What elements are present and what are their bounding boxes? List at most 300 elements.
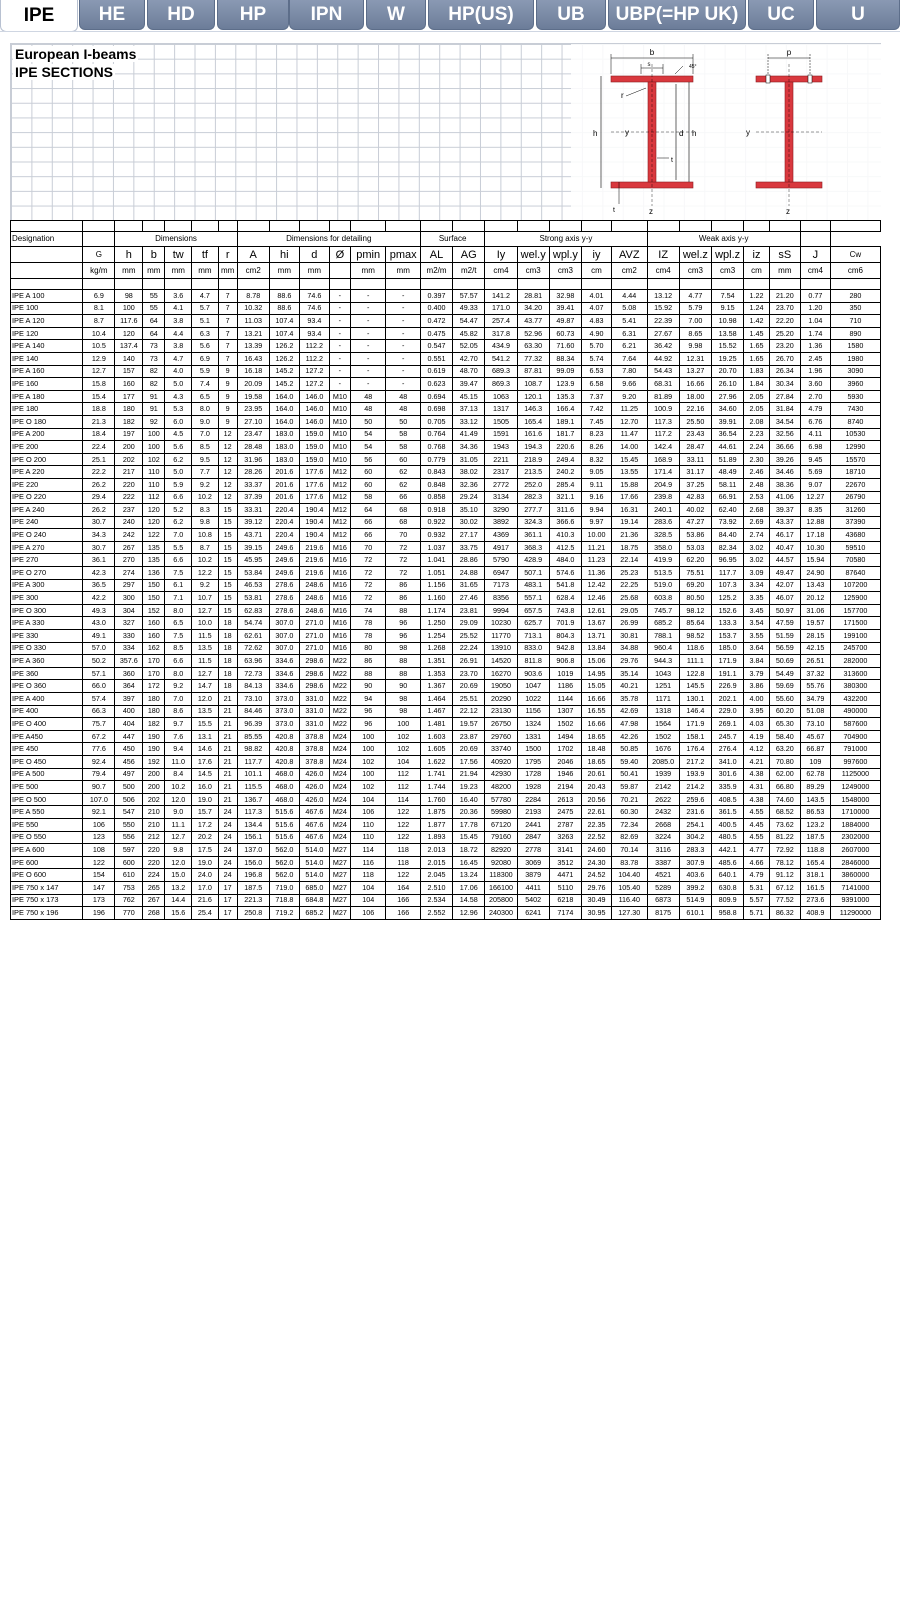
value-cell: 122 — [143, 529, 165, 542]
value-cell: 52.05 — [453, 340, 485, 353]
designation-cell: IPE O 360 — [11, 680, 83, 693]
tab-ipe[interactable]: IPE — [0, 0, 78, 32]
section-diagrams — [571, 44, 882, 221]
value-cell: 4.11 — [800, 428, 830, 441]
value-cell: 100 — [350, 730, 386, 743]
value-cell: 36.54 — [712, 428, 744, 441]
value-cell: 13.58 — [712, 327, 744, 340]
value-cell: 107200 — [830, 579, 880, 592]
table-row — [11, 818, 881, 831]
table-row — [11, 768, 881, 781]
value-cell: 43.71 — [237, 529, 269, 542]
value-cell: 13.71 — [582, 630, 612, 643]
value-cell: 18.8 — [83, 403, 115, 416]
column-symbol-header: wpl.y — [549, 247, 581, 263]
value-cell: 72 — [386, 554, 420, 567]
value-cell: 118300 — [485, 869, 517, 882]
value-cell: 45.15 — [453, 390, 485, 403]
value-cell: 23.20 — [769, 340, 800, 353]
value-cell: M10 — [329, 403, 350, 416]
value-cell: 22670 — [830, 478, 880, 491]
value-cell: 6.5 — [192, 390, 219, 403]
value-cell: - — [386, 290, 420, 303]
value-cell: 40.47 — [769, 541, 800, 554]
value-cell: 165.4 — [517, 415, 549, 428]
value-cell: 1.605 — [420, 743, 452, 756]
designation-cell: IPE 200 — [11, 441, 83, 454]
value-cell: M16 — [329, 604, 350, 617]
value-cell: 108 — [83, 844, 115, 857]
value-cell: 1317 — [485, 403, 517, 416]
value-cell: 8175 — [647, 907, 679, 920]
designation-cell: IPE A 360 — [11, 655, 83, 668]
value-cell: 15 — [218, 567, 237, 580]
value-cell: 0.848 — [420, 478, 452, 491]
value-cell: 704900 — [830, 730, 880, 743]
value-cell: 282.3 — [517, 491, 549, 504]
value-cell: 212 — [143, 831, 165, 844]
value-cell: 26750 — [485, 718, 517, 731]
value-cell: 135.3 — [549, 390, 581, 403]
value-cell: 43.77 — [517, 315, 549, 328]
value-cell: 8.0 — [165, 667, 192, 680]
value-cell: 157700 — [830, 604, 880, 617]
column-unit-header: mm — [115, 263, 143, 279]
value-cell: 146.4 — [679, 705, 711, 718]
table-row — [11, 730, 881, 743]
value-cell: - — [386, 340, 420, 353]
value-cell: 5.5 — [165, 541, 192, 554]
value-cell: 28.15 — [800, 630, 830, 643]
value-cell: 12.61 — [582, 604, 612, 617]
value-cell: 0.619 — [420, 365, 452, 378]
value-cell: 42.15 — [800, 642, 830, 655]
value-cell: 117.7 — [237, 755, 269, 768]
designation-cell: IPE 750 x 173 — [11, 894, 83, 907]
value-cell: 30.7 — [83, 516, 115, 529]
value-cell: M24 — [329, 730, 350, 743]
value-cell: 27.17 — [453, 529, 485, 542]
value-cell: 0.764 — [420, 428, 452, 441]
value-cell: 64 — [350, 504, 386, 517]
value-cell: 204.9 — [647, 478, 679, 491]
value-cell: 419.9 — [647, 554, 679, 567]
value-cell: - — [350, 352, 386, 365]
label-ss: s — [647, 62, 651, 68]
value-cell: 50.2 — [83, 655, 115, 668]
value-cell: 28.26 — [237, 466, 269, 479]
value-cell: 770 — [115, 907, 143, 920]
value-cell: 1.351 — [420, 655, 452, 668]
table-row — [11, 554, 881, 567]
value-cell: 719.2 — [269, 907, 299, 920]
value-cell: 15 — [218, 504, 237, 517]
value-cell: 51.89 — [712, 453, 744, 466]
value-cell: 1502 — [549, 718, 581, 731]
column-symbol-header: G — [83, 247, 115, 263]
value-cell: 94 — [350, 693, 386, 706]
value-cell: 26.99 — [612, 617, 648, 630]
value-cell: 31.65 — [453, 579, 485, 592]
value-cell: 88 — [386, 667, 420, 680]
value-cell: 689.3 — [485, 365, 517, 378]
tab-uc[interactable]: UC — [748, 0, 814, 30]
value-cell: 98 — [115, 290, 143, 303]
value-cell: 11.1 — [165, 818, 192, 831]
value-cell: 3387 — [647, 856, 679, 869]
value-cell: 32.56 — [769, 428, 800, 441]
value-cell: 58.11 — [712, 478, 744, 491]
value-cell: 278.6 — [269, 579, 299, 592]
value-cell: 106 — [83, 818, 115, 831]
value-cell: 173 — [83, 894, 115, 907]
value-cell: 515.6 — [269, 818, 299, 831]
value-cell: 6.1 — [165, 579, 192, 592]
value-cell: 117.2 — [647, 428, 679, 441]
value-cell: 4.5 — [165, 428, 192, 441]
tab-hp-us[interactable]: HP(US) — [428, 0, 534, 30]
value-cell: 190 — [143, 743, 165, 756]
value-cell: 21 — [218, 793, 237, 806]
table-row — [11, 755, 881, 768]
column-unit-header: cm3 — [549, 263, 581, 279]
value-cell: 15.05 — [582, 680, 612, 693]
value-cell: 22.12 — [453, 705, 485, 718]
value-cell: 640.1 — [712, 869, 744, 882]
value-cell: 5.9 — [192, 365, 219, 378]
designation-cell: IPE A450 — [11, 730, 83, 743]
value-cell: 180 — [143, 693, 165, 706]
value-cell: 12990 — [830, 441, 880, 454]
value-cell: 9.11 — [582, 478, 612, 491]
value-cell: 73.10 — [237, 693, 269, 706]
value-cell: 182 — [143, 718, 165, 731]
value-cell: 78.12 — [769, 856, 800, 869]
column-group-header: Designation — [11, 232, 83, 247]
value-cell: 628.4 — [549, 592, 581, 605]
value-cell: 8.6 — [165, 705, 192, 718]
value-cell: 3860000 — [830, 869, 880, 882]
designation-cell: IPE 300 — [11, 592, 83, 605]
value-cell: M24 — [329, 818, 350, 831]
value-cell: 13.21 — [237, 327, 269, 340]
value-cell: 944.3 — [647, 655, 679, 668]
value-cell: 1.24 — [744, 302, 770, 315]
column-group-header: Surface — [420, 232, 484, 247]
value-cell: 15 — [218, 541, 237, 554]
value-cell: - — [350, 302, 386, 315]
value-cell: 6.58 — [582, 378, 612, 391]
value-cell: 150 — [143, 579, 165, 592]
value-cell: 4471 — [549, 869, 581, 882]
value-cell: 21 — [218, 730, 237, 743]
tab-hp[interactable]: HP — [217, 0, 289, 30]
column-unit-header: mm — [386, 263, 420, 279]
value-cell: 5.08 — [612, 302, 648, 315]
tab-hd[interactable]: HD — [147, 0, 215, 30]
value-cell: 3.6 — [165, 290, 192, 303]
value-cell: - — [329, 302, 350, 315]
column-symbol-header: A — [237, 247, 269, 263]
value-cell: 17.56 — [453, 755, 485, 768]
value-cell: 2622 — [647, 793, 679, 806]
value-cell: 24.60 — [582, 844, 612, 857]
value-cell: 201.6 — [269, 466, 299, 479]
value-cell: 12.7 — [192, 667, 219, 680]
value-cell: 19.14 — [612, 516, 648, 529]
value-cell: 958.8 — [712, 907, 744, 920]
value-cell: 2284 — [517, 793, 549, 806]
value-cell: 7 — [218, 315, 237, 328]
value-cell: 12.42 — [582, 579, 612, 592]
column-unit-header: cm — [744, 263, 770, 279]
value-cell: 12 — [218, 478, 237, 491]
designation-cell: IPE A 140 — [11, 340, 83, 353]
value-cell: 9.16 — [582, 491, 612, 504]
value-cell: 17.78 — [453, 818, 485, 831]
value-cell: 3.86 — [744, 680, 770, 693]
value-cell: 34.79 — [800, 693, 830, 706]
value-cell: 719.0 — [269, 881, 299, 894]
column-unit-header: mm — [218, 263, 237, 279]
table-blank-row — [11, 221, 881, 232]
value-cell: 20.2 — [192, 831, 219, 844]
value-cell: 22.16 — [679, 403, 711, 416]
value-cell: 34.36 — [453, 441, 485, 454]
value-cell: 1928 — [517, 781, 549, 794]
value-cell: 285.4 — [549, 478, 581, 491]
value-cell: 13.27 — [679, 365, 711, 378]
value-cell: 220 — [115, 478, 143, 491]
value-cell: 19.23 — [453, 781, 485, 794]
value-cell: 12.7 — [192, 604, 219, 617]
value-cell: 12 — [218, 441, 237, 454]
value-cell: 56.59 — [769, 642, 800, 655]
value-cell: 788.1 — [647, 630, 679, 643]
value-cell: 33.37 — [237, 478, 269, 491]
value-cell: 171.4 — [647, 466, 679, 479]
value-cell: 123 — [83, 831, 115, 844]
value-cell: 31.96 — [237, 453, 269, 466]
value-cell: 2.23 — [744, 428, 770, 441]
value-cell: 14520 — [485, 655, 517, 668]
value-cell: 55 — [143, 302, 165, 315]
value-cell: 66.91 — [712, 491, 744, 504]
designation-cell: IPE O 270 — [11, 567, 83, 580]
value-cell: 182 — [115, 415, 143, 428]
value-cell: 26.2 — [83, 504, 115, 517]
value-cell: 171500 — [830, 617, 880, 630]
value-cell: 22.2 — [83, 466, 115, 479]
value-cell: 54 — [350, 428, 386, 441]
value-cell: 1943 — [485, 441, 517, 454]
value-cell: 3.8 — [165, 315, 192, 328]
value-cell: 318.1 — [800, 869, 830, 882]
column-symbol-header: h — [115, 247, 143, 263]
value-cell: 86 — [350, 655, 386, 668]
designation-cell: IPE 600 — [11, 856, 83, 869]
value-cell: 183.0 — [269, 453, 299, 466]
value-cell: 88.6 — [269, 302, 299, 315]
value-cell: 335.9 — [712, 781, 744, 794]
value-cell: 136.7 — [237, 793, 269, 806]
value-cell: 14.95 — [582, 667, 612, 680]
column-symbol-header: sS — [769, 247, 800, 263]
column-unit-header: mm — [143, 263, 165, 279]
table-row — [11, 604, 881, 617]
value-cell: 5.31 — [744, 881, 770, 894]
value-cell: 12.0 — [165, 856, 192, 869]
value-cell: 10.30 — [800, 541, 830, 554]
value-cell: 48 — [386, 390, 420, 403]
designation-cell: IPE 270 — [11, 554, 83, 567]
value-cell: 180 — [115, 403, 143, 416]
value-cell: 90 — [386, 680, 420, 693]
designation-cell: IPE A 180 — [11, 390, 83, 403]
value-cell: - — [386, 378, 420, 391]
value-cell: 50.97 — [769, 604, 800, 617]
value-cell: 136 — [143, 567, 165, 580]
value-cell: 0.551 — [420, 352, 452, 365]
value-cell: 321.1 — [549, 491, 581, 504]
value-cell: 1.96 — [800, 365, 830, 378]
value-cell: 224 — [143, 869, 165, 882]
value-cell: 26.2 — [83, 478, 115, 491]
column-symbol-header: Cw — [830, 247, 880, 263]
value-cell: 5.0 — [165, 466, 192, 479]
designation-cell: IPE 160 — [11, 378, 83, 391]
value-cell: 20.12 — [800, 592, 830, 605]
value-cell: 1.268 — [420, 642, 452, 655]
value-cell: 26.51 — [800, 655, 830, 668]
value-cell: 45.82 — [453, 327, 485, 340]
value-cell: 3.45 — [744, 604, 770, 617]
value-cell: 77.52 — [769, 894, 800, 907]
value-cell: 942.8 — [549, 642, 581, 655]
value-cell: 327 — [115, 617, 143, 630]
table-unit-header-row — [11, 263, 881, 279]
value-cell: 20290 — [485, 693, 517, 706]
value-cell: 268 — [143, 907, 165, 920]
value-cell: 4.1 — [165, 302, 192, 315]
value-cell: 60 — [386, 453, 420, 466]
value-cell: 29.4 — [83, 491, 115, 504]
value-cell: 297 — [115, 579, 143, 592]
value-cell: 183.0 — [269, 428, 299, 441]
value-cell: 194.3 — [517, 441, 549, 454]
value-cell: 59.40 — [612, 755, 648, 768]
value-cell: 117.6 — [115, 315, 143, 328]
value-cell: 161.6 — [517, 428, 549, 441]
value-cell: 21 — [218, 743, 237, 756]
value-cell: 1186 — [549, 680, 581, 693]
value-cell: 104 — [350, 894, 386, 907]
tab-he[interactable]: HE — [79, 0, 145, 30]
designation-cell: IPE 140 — [11, 352, 83, 365]
value-cell: 603.8 — [647, 592, 679, 605]
table-row — [11, 655, 881, 668]
value-cell: 27.10 — [237, 415, 269, 428]
value-cell: 324.3 — [517, 516, 549, 529]
value-cell: 18.65 — [582, 755, 612, 768]
value-cell: 1494 — [549, 730, 581, 743]
column-unit-header: mm — [350, 263, 386, 279]
value-cell: 17.66 — [612, 491, 648, 504]
value-cell: 307.0 — [269, 630, 299, 643]
label-z-right: z — [786, 207, 790, 216]
value-cell: 156.0 — [237, 856, 269, 869]
value-cell: 10.0 — [192, 617, 219, 630]
value-cell: 9 — [218, 378, 237, 391]
value-cell: 21.3 — [83, 415, 115, 428]
value-cell: 2475 — [549, 806, 581, 819]
value-cell: M16 — [329, 541, 350, 554]
value-cell: 54.47 — [453, 315, 485, 328]
value-cell: 210 — [143, 806, 165, 819]
value-cell: 32.98 — [549, 290, 581, 303]
value-cell: 22.25 — [612, 579, 648, 592]
value-cell: 24.0 — [192, 869, 219, 882]
designation-cell: IPE 400 — [11, 705, 83, 718]
value-cell: 23.95 — [237, 403, 269, 416]
value-cell: 210 — [143, 818, 165, 831]
value-cell: 273.6 — [800, 894, 830, 907]
sheet-tab-bar — [0, 0, 900, 32]
designation-cell: IPE O 300 — [11, 604, 83, 617]
value-cell: 199100 — [830, 630, 880, 643]
value-cell: 220 — [143, 844, 165, 857]
value-cell: 562.0 — [269, 844, 299, 857]
tab-w[interactable]: W — [366, 0, 426, 30]
tab-ipn[interactable]: IPN — [289, 0, 364, 30]
tab-ub[interactable]: UB — [536, 0, 606, 30]
label-z: z — [649, 207, 653, 216]
value-cell: 141.2 — [485, 290, 517, 303]
value-cell: 0.400 — [420, 302, 452, 315]
value-cell: M10 — [329, 428, 350, 441]
designation-cell: IPE O 500 — [11, 793, 83, 806]
value-cell: M27 — [329, 856, 350, 869]
value-cell: 1.22 — [744, 290, 770, 303]
value-cell: 0.397 — [420, 290, 452, 303]
table-row — [11, 881, 881, 894]
table-row — [11, 327, 881, 340]
value-cell: 28.81 — [517, 290, 549, 303]
value-cell: 15.45 — [453, 831, 485, 844]
table-row — [11, 315, 881, 328]
value-cell: 137.0 — [237, 844, 269, 857]
value-cell: 72.34 — [612, 818, 648, 831]
value-cell: 159.0 — [299, 453, 329, 466]
value-cell: 1125000 — [830, 768, 880, 781]
value-cell: 171.9 — [679, 718, 711, 731]
value-cell: 1.037 — [420, 541, 452, 554]
value-cell: 239.8 — [647, 491, 679, 504]
value-cell: M10 — [329, 453, 350, 466]
column-unit-header — [329, 263, 350, 279]
value-cell: 2846000 — [830, 856, 880, 869]
value-cell: 20.43 — [582, 781, 612, 794]
value-cell: 159.0 — [299, 441, 329, 454]
value-cell: 21 — [218, 755, 237, 768]
value-cell: 16.45 — [453, 856, 485, 869]
value-cell: 88 — [386, 604, 420, 617]
value-cell: 146.0 — [299, 390, 329, 403]
tab-u[interactable]: U — [816, 0, 900, 30]
value-cell: 115.5 — [237, 781, 269, 794]
value-cell: 34.54 — [769, 415, 800, 428]
tab-ubp-hp-uk[interactable]: UBP(=HP UK) — [608, 0, 746, 30]
